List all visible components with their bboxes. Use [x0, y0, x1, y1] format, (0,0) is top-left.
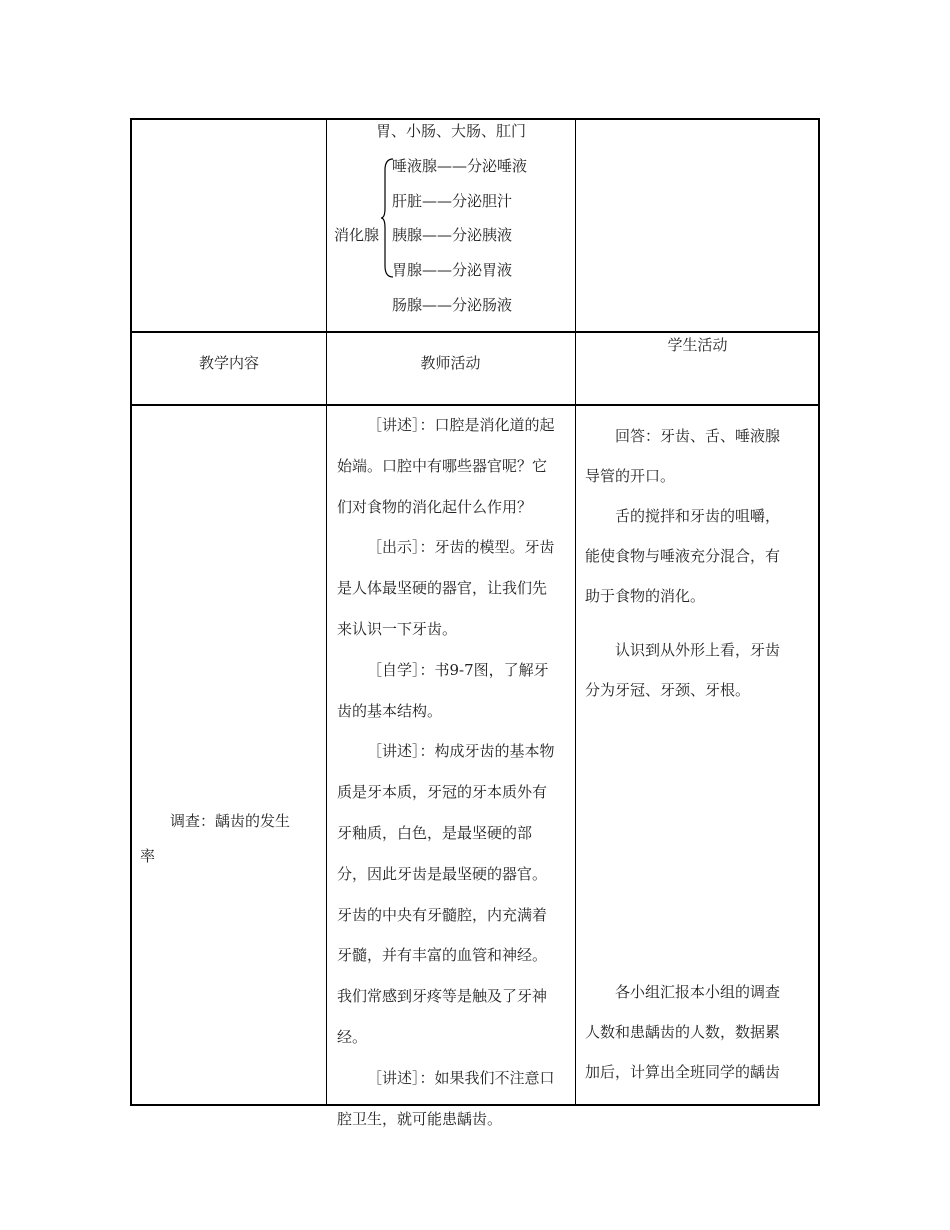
- student-activity-cell-3: [585, 972, 813, 1092]
- student-activity-cell-2: [585, 630, 813, 710]
- gland-item: 肠腺——分泌肠液: [392, 296, 513, 314]
- text-line: 人数和患龋齿的人数，数据累: [585, 1023, 781, 1041]
- text-line: 舌的搅拌和牙齿的咀嚼，: [615, 507, 781, 525]
- gland-item: 唾液腺——分泌唾液: [392, 157, 528, 175]
- teacher-activity-cell: [337, 405, 569, 1139]
- gland-item: 胰腺——分泌胰液: [392, 226, 513, 244]
- text-line: ［讲述］：如果我们不注意口: [367, 1068, 555, 1087]
- student-paragraph: [585, 496, 813, 616]
- content-cell: [140, 804, 320, 874]
- content-line: 调查：龋齿的发生: [170, 812, 291, 830]
- text-line: 回答：牙齿、舌、唾液腺: [615, 427, 781, 445]
- text-line: ［讲述］：构成牙齿的基本物: [367, 742, 555, 761]
- text-line: 认识到从外形上看，牙齿: [615, 641, 781, 659]
- teacher-paragraph: [337, 650, 569, 732]
- text-line: 们对食物的消化起什么作用？: [337, 497, 533, 516]
- text-line: 我们常感到牙疼等是触及了牙神: [337, 987, 548, 1006]
- student-paragraph: [585, 972, 813, 1092]
- teacher-paragraph: [337, 731, 569, 1057]
- student-paragraph: [585, 416, 813, 496]
- text-line: 加后，计算出全班同学的龋齿: [585, 1063, 781, 1081]
- text-line: 各小组汇报本小组的调查: [615, 983, 781, 1001]
- teacher-paragraph: [337, 405, 569, 527]
- teacher-paragraph: [337, 527, 569, 649]
- text-line: 助于食物的消化。: [585, 587, 706, 605]
- text-line: 始端。口腔中有哪些器官呢？它: [337, 456, 548, 475]
- text-line: 质是牙本质，牙冠的牙本质外有: [337, 783, 548, 802]
- text-line: 牙齿的中央有牙髓腔，内充满着: [337, 905, 548, 924]
- text-line: ［讲述］：口腔是消化道的起: [367, 416, 555, 434]
- column-divider-2: [575, 120, 576, 1104]
- text-line: 牙釉质，白色，是最坚硬的部: [337, 823, 533, 842]
- header-student: 学生活动: [667, 336, 728, 354]
- column-divider-1: [326, 120, 327, 1104]
- student-activity-cell: [585, 416, 813, 616]
- text-line: 来认识一下牙齿。: [337, 619, 458, 638]
- text-line: ［出示］：牙齿的模型。牙齿: [367, 538, 555, 557]
- text-line: 是人体最坚硬的器官，让我们先: [337, 579, 548, 598]
- text-line: ［自学］：书9-7图，了解牙: [367, 660, 549, 679]
- student-paragraph: [585, 630, 813, 710]
- gland-item: 肝脏——分泌胆汁: [392, 192, 513, 210]
- text-line: 腔卫生，就可能患龋齿。: [337, 1109, 503, 1128]
- organ-line: 胃、小肠、大肠、肛门: [376, 122, 527, 140]
- text-line: 分为牙冠、牙颈、牙根。: [585, 681, 751, 699]
- header-content: 教学内容: [198, 354, 259, 372]
- content-line: 率: [140, 847, 156, 865]
- text-line: 能使食物与唾液充分混合，有: [585, 547, 781, 565]
- text-line: 齿的基本结构。: [337, 701, 443, 720]
- header-teacher: 教师活动: [420, 354, 481, 372]
- text-line: 经。: [337, 1027, 368, 1046]
- text-line: 导管的开口。: [585, 467, 676, 485]
- teacher-paragraph: [337, 1058, 569, 1140]
- text-line: 牙髓，并有丰富的血管和神经。: [337, 946, 548, 965]
- gland-item: 胃腺——分泌胃液: [392, 261, 513, 279]
- glands-label: 消化腺: [334, 226, 380, 244]
- text-line: 分，因此牙齿是最坚硬的器官。: [337, 864, 548, 883]
